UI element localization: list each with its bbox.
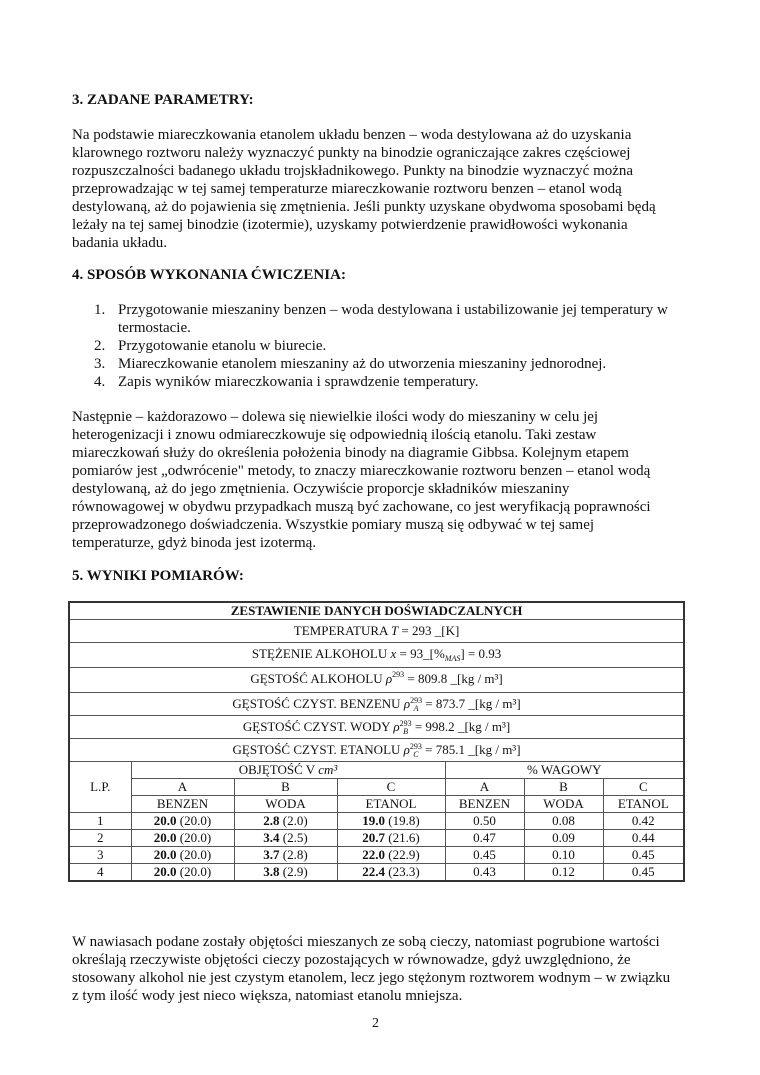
actual-value: 20.0	[153, 847, 177, 862]
weight-header: % WAGOWY	[445, 762, 684, 779]
water-weight-cell: 0.09	[524, 830, 603, 847]
ethanol-weight-cell: 0.42	[603, 813, 684, 830]
mixed-value: (2.5)	[282, 830, 308, 845]
text-line: Przygotowanie mieszaniny benzen – woda destylowana i ustabilizowanie jej temperatury w	[118, 302, 668, 318]
volume-header-label: OBJĘTOŚĆ V	[238, 762, 315, 777]
benzene-volume-cell	[131, 864, 234, 882]
rho-indices	[410, 743, 422, 759]
text-line: termostacie.	[118, 320, 191, 336]
benzene-weight-cell: 0.50	[445, 813, 524, 830]
text-line: heterogenizacji i znowu odmiareczkowuje się odpowiednią ilością etanolu. Taki zestaw	[72, 427, 597, 443]
mixed-value: (2.9)	[282, 864, 308, 879]
benzene-density-label: GĘSTOŚĆ CZYST. BENZENU	[232, 696, 401, 711]
text-line: destylowaną, aż do jego zmętnienia. Oczywiście proporcje składników mieszaniny	[72, 481, 570, 497]
benzene-volume-cell	[131, 830, 234, 847]
mixed-value: (23.3)	[388, 864, 420, 879]
benzene-weight-cell: 0.45	[445, 847, 524, 864]
rho-sup: 293	[409, 742, 422, 752]
ethanol-weight-cell: 0.44	[603, 830, 684, 847]
actual-value: 3.8	[263, 864, 280, 879]
temperature-row	[69, 620, 684, 643]
alcohol-density-unit: _[kg / m³]	[450, 671, 503, 686]
list-number: 3.	[94, 356, 106, 372]
text-line: z tym ilość wody jest nieco większa, natomiast etanolu mniejsza.	[72, 988, 463, 1004]
mixed-value: (20.0)	[179, 830, 212, 845]
lp-cell: 2	[69, 830, 131, 847]
rho-sup: 293	[410, 696, 423, 706]
alcohol-density-value: = 809.8	[407, 671, 448, 686]
concentration-symbol: x	[390, 646, 397, 661]
actual-value: 3.7	[263, 847, 280, 862]
text-line: leżały na tej samej binodzie (izotermie), uzyskamy potwierdzenie prawidłowości wykonania	[72, 217, 628, 233]
water-volume-cell	[234, 813, 337, 830]
water-density-label: GĘSTOŚĆ CZYST. WODY	[242, 719, 391, 734]
alcohol-density-cell	[69, 668, 684, 693]
list-item	[72, 337, 692, 355]
section-3-heading: 3. ZADANE PARAMETRY:	[72, 92, 254, 108]
ethanol-weight-cell: 0.45	[603, 864, 684, 882]
letter-cell: B	[524, 779, 603, 796]
concentration-unit-sub: MAS	[444, 654, 461, 663]
lp-cell: 3	[69, 847, 131, 864]
rho-sub: C	[413, 750, 419, 760]
actual-value: 19.0	[362, 813, 386, 828]
rho-indices	[410, 697, 422, 713]
water-weight-cell: 0.08	[524, 813, 603, 830]
temperature-value: = 293	[401, 623, 432, 638]
actual-value: 2.8	[263, 813, 280, 828]
volume-header	[131, 762, 445, 779]
text-line: Miareczkowanie etanolem mieszaniny aż do utworzenia mieszaniny jednorodnej.	[118, 356, 607, 372]
text-line: destylowaną, aż do pojawienia się zmętnienia. Jeśli punkty uzyskane obydwoma sposobami będą	[72, 199, 656, 215]
ethanol-volume-cell	[337, 847, 445, 864]
water-weight-cell: 0.10	[524, 847, 603, 864]
text-line: badania układu.	[72, 235, 167, 251]
water-density-row	[69, 716, 684, 739]
benzene-volume-cell	[131, 813, 234, 830]
rho-symbol: ρ	[385, 671, 393, 686]
temperature-unit: _[K]	[434, 623, 460, 638]
lp-cell: 1	[69, 813, 131, 830]
component-cell: BENZEN	[445, 796, 524, 813]
results-table	[68, 601, 685, 882]
volume-unit: cm³	[318, 762, 338, 777]
letter-cell: A	[445, 779, 524, 796]
table-row	[69, 864, 684, 882]
text-line: Zapis wyników miareczkowania i sprawdzenie temperatury.	[118, 374, 479, 390]
list-item	[72, 373, 692, 391]
text-line: pomiarów jest „odwrócenie" metody, to znaczy miareczkowanie roztworu benzen – etanol wodą	[72, 463, 651, 479]
mixed-value: (21.6)	[388, 830, 420, 845]
concentration-unit: _[%	[423, 646, 445, 661]
component-row	[69, 796, 684, 813]
actual-value: 20.0	[153, 830, 177, 845]
ethanol-volume-cell	[337, 864, 445, 882]
table-row	[69, 847, 684, 864]
lp-cell: 4	[69, 864, 131, 882]
component-cell: ETANOL	[603, 796, 684, 813]
ethanol-volume-cell	[337, 813, 445, 830]
concentration-label: STĘŻENIE ALKOHOLU	[251, 646, 388, 661]
letter-cell: B	[234, 779, 337, 796]
text-line: równowagowej w obydwu przypadkach muszą być zachowane, co jest weryfikacją poprawności	[72, 499, 651, 515]
benzene-volume-cell	[131, 847, 234, 864]
mixed-value: (20.0)	[179, 813, 212, 828]
mixed-value: (2.8)	[282, 847, 308, 862]
component-cell: WODA	[234, 796, 337, 813]
water-density-unit: _[kg / m³]	[457, 719, 511, 734]
temperature-cell	[69, 620, 684, 643]
text-line: przeprowadzonego doświadczenia. Wszystkie pomiary muszą się odbywać w tej samej	[72, 517, 595, 533]
water-density-cell	[69, 716, 684, 739]
actual-value: 20.0	[153, 864, 177, 879]
benzene-weight-cell: 0.47	[445, 830, 524, 847]
text-line: określają rzeczywiste objętości cieczy pozostających w równowadze, gdyż uwzględniono, że	[72, 952, 631, 968]
rho-sub: A	[413, 704, 419, 714]
section-4-heading: 4. SPOSÓB WYKONANIA ĆWICZENIA:	[72, 267, 346, 283]
ethanol-density-label: GĘSTOŚĆ CZYST. ETANOLU	[232, 742, 401, 757]
benzene-density-cell	[69, 693, 684, 716]
table-title: ZESTAWIENIE DANYCH DOŚWIADCZALNYCH	[69, 602, 684, 620]
list-number: 4.	[94, 374, 106, 390]
water-volume-cell	[234, 847, 337, 864]
rho-sup: 293	[399, 719, 412, 729]
mixed-value: (2.0)	[282, 813, 308, 828]
alcohol-density-label: GĘSTOŚĆ ALKOHOLU	[250, 671, 383, 686]
benzene-density-unit: _[kg / m³]	[468, 696, 521, 711]
text-line: W nawiasach podane zostały objętości mieszanych ze sobą cieczy, natomiast pogrubione wartości	[72, 934, 660, 950]
ethanol-weight-cell: 0.45	[603, 847, 684, 864]
concentration-cell	[69, 643, 684, 668]
concentration-unit-post: ] = 0.93	[460, 646, 502, 661]
section-5-heading: 5. WYNIKI POMIARÓW:	[72, 568, 244, 584]
ethanol-volume-cell	[337, 830, 445, 847]
ethanol-density-unit: _[kg / m³]	[468, 742, 521, 757]
mixed-value: (22.9)	[388, 847, 420, 862]
ethanol-density-value: = 785.1	[425, 742, 465, 757]
rho-symbol: ρ	[403, 696, 411, 711]
letter-cell: A	[131, 779, 234, 796]
ethanol-density-cell	[69, 739, 684, 762]
section-4-paragraph	[72, 408, 692, 552]
text-line: Następnie – każdorazowo – dolewa się niewielkie ilości wody do mieszaniny w celu jej	[72, 409, 599, 425]
section-5-paragraph	[72, 933, 692, 1005]
text-line: Przygotowanie etanolu w biurecie.	[118, 338, 327, 354]
benzene-density-value: = 873.7	[425, 696, 466, 711]
text-line: klarownego roztworu należy wyznaczyć punkty na binodzie ograniczające zakres częściowej	[72, 145, 631, 161]
temperature-label: TEMPERATURA	[293, 623, 388, 638]
mixed-value: (20.0)	[179, 847, 212, 862]
benzene-weight-cell: 0.43	[445, 864, 524, 882]
component-cell: WODA	[524, 796, 603, 813]
component-cell: ETANOL	[337, 796, 445, 813]
actual-value: 20.7	[362, 830, 386, 845]
text-line: stosowany alkohol nie jest czystym etanolem, lecz jego stężonym roztworem wodnym – w związku	[72, 970, 671, 986]
rho-indices	[400, 720, 412, 736]
letter-row	[69, 779, 684, 796]
water-density-value: = 998.2	[414, 719, 455, 734]
letter-cell: C	[337, 779, 445, 796]
rho-symbol: ρ	[403, 742, 410, 757]
rho-sup: 293	[392, 670, 405, 679]
water-volume-cell	[234, 830, 337, 847]
text-line: miareczkowań służy do określenia położenia binody na diagramie Gibbsa. Kolejnym etapem	[72, 445, 629, 461]
rho-sub: B	[403, 727, 409, 737]
table-row	[69, 813, 684, 830]
rho-symbol: ρ	[393, 719, 400, 734]
component-cell: BENZEN	[131, 796, 234, 813]
concentration-value: = 93	[399, 646, 424, 661]
lp-header: L.P.	[69, 762, 131, 813]
actual-value: 20.0	[153, 813, 177, 828]
mixed-value: (20.0)	[179, 864, 212, 879]
ethanol-density-row	[69, 739, 684, 762]
text-line: temperaturze, gdyż binoda jest izotermą.	[72, 535, 317, 551]
actual-value: 22.0	[362, 847, 386, 862]
benzene-density-row	[69, 693, 684, 716]
letter-cell: C	[603, 779, 684, 796]
temperature-symbol: T	[390, 623, 399, 638]
actual-value: 3.4	[263, 830, 280, 845]
page-number: 2	[372, 1016, 379, 1031]
water-weight-cell: 0.12	[524, 864, 603, 882]
text-line: przeprowadzając w tej samej temperaturze miareczkowanie roztworu benzen – etanol wodą	[72, 181, 622, 197]
water-volume-cell	[234, 864, 337, 882]
actual-value: 22.4	[362, 864, 386, 879]
list-number: 1.	[94, 302, 106, 318]
alcohol-density-row	[69, 668, 684, 693]
table-row	[69, 830, 684, 847]
list-number: 2.	[94, 338, 106, 354]
text-line: Na podstawie miareczkowania etanolem układu benzen – woda destylowana aż do uzyskania	[72, 127, 632, 143]
section-3-paragraph	[72, 126, 692, 252]
group-header-row	[69, 762, 684, 779]
procedure-list	[72, 301, 692, 391]
concentration-row	[69, 643, 684, 668]
list-item	[72, 355, 692, 373]
list-item	[72, 301, 692, 337]
mixed-value: (19.8)	[388, 813, 420, 828]
text-line: rozpuszczalności badanego układu trojskładnikowego. Punkty na binodzie wyznaczyć można	[72, 163, 634, 179]
